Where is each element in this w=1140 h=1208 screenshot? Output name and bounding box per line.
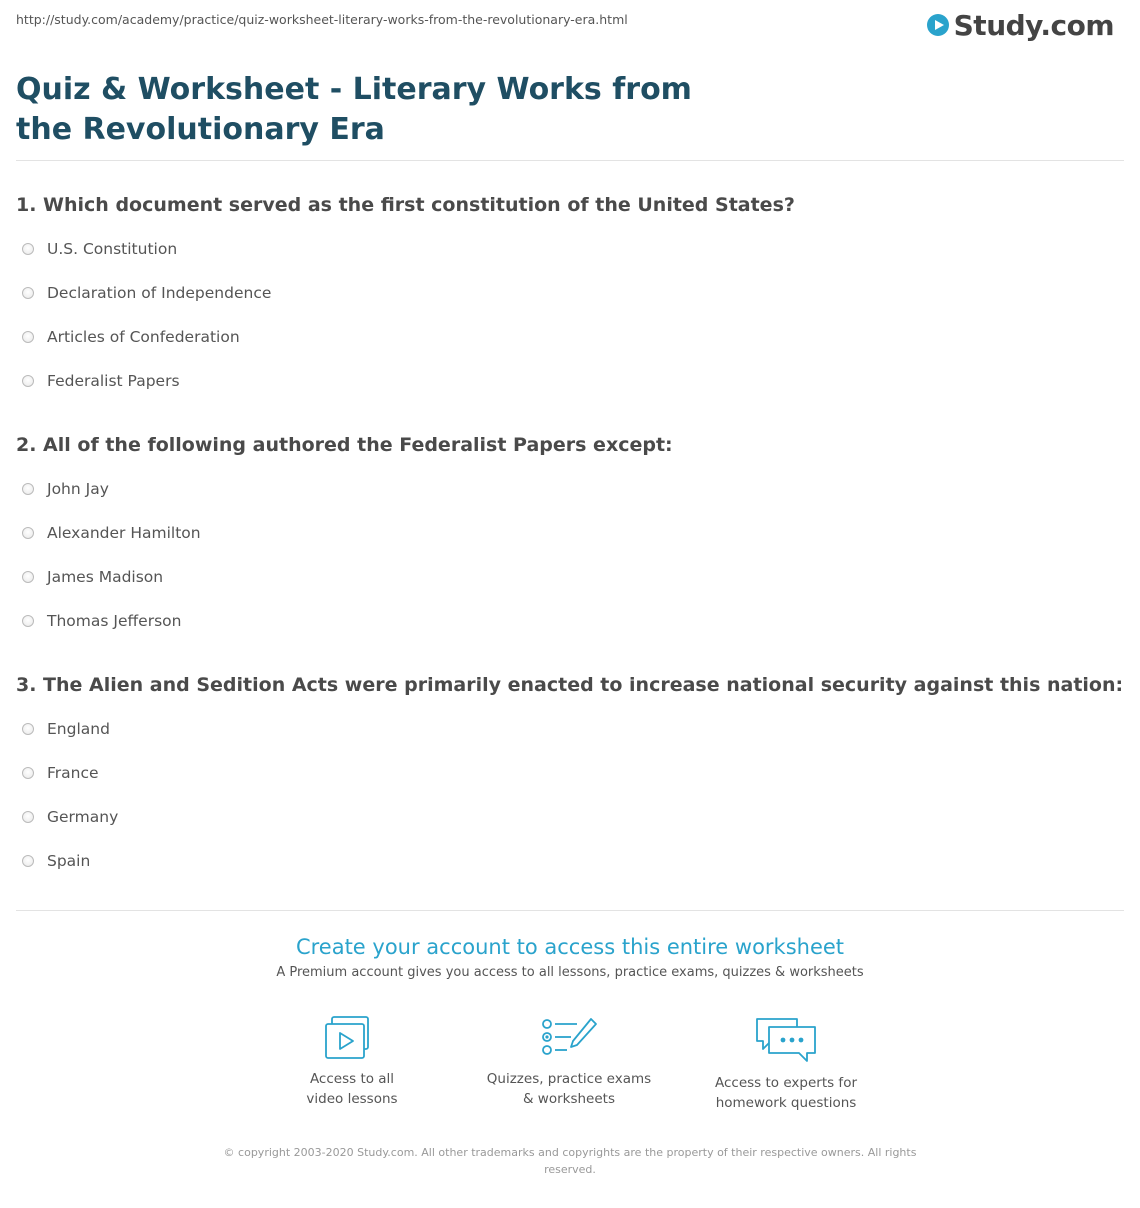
option-label: Alexander Hamilton bbox=[47, 524, 201, 542]
option-label: Spain bbox=[47, 852, 91, 870]
page-url: http://study.com/academy/practice/quiz-worksheet-literary-works-from-the-revolutionary-era.html bbox=[16, 12, 628, 27]
option-label: Thomas Jefferson bbox=[47, 612, 182, 630]
feature-experts bbox=[686, 1015, 886, 1113]
radio-button[interactable] bbox=[22, 811, 34, 823]
feature-video-lessons bbox=[252, 1015, 452, 1109]
option-label: Declaration of Independence bbox=[47, 284, 272, 302]
radio-button[interactable] bbox=[22, 243, 34, 255]
q3-option-2[interactable] bbox=[22, 762, 99, 784]
feature-label: Access to all video lessons bbox=[306, 1071, 398, 1107]
radio-button[interactable] bbox=[22, 723, 34, 735]
q1-option-1[interactable] bbox=[22, 238, 177, 260]
play-circle-icon bbox=[927, 14, 949, 36]
quiz-checklist-icon bbox=[539, 1015, 599, 1061]
video-lessons-icon bbox=[322, 1015, 382, 1061]
title-divider bbox=[16, 160, 1124, 161]
q3-option-4[interactable] bbox=[22, 850, 90, 872]
radio-button[interactable] bbox=[22, 527, 34, 539]
create-account-link[interactable]: Create your account to access this entire worksheet bbox=[295, 935, 845, 959]
page-title: Quiz & Worksheet - Literary Works from the Revolutionary Era bbox=[16, 72, 692, 147]
radio-button[interactable] bbox=[22, 571, 34, 583]
q2-option-3[interactable] bbox=[22, 566, 163, 588]
question-1: 1. Which document served as the first constitution of the United States? bbox=[16, 194, 795, 216]
q3-option-3[interactable] bbox=[22, 806, 118, 828]
feature-label: Quizzes, practice exams & worksheets bbox=[486, 1071, 652, 1107]
q1-option-3[interactable] bbox=[22, 326, 240, 348]
radio-button[interactable] bbox=[22, 855, 34, 867]
radio-button[interactable] bbox=[22, 483, 34, 495]
study-logo[interactable] bbox=[927, 8, 1114, 42]
q3-option-1[interactable] bbox=[22, 718, 110, 740]
question-3: 3. The Alien and Sedition Acts were primarily enacted to increase national security against this nation: bbox=[16, 674, 1124, 696]
copyright: © copyright 2003-2020 Study.com. All other trademarks and copyrights are the property of their respective owners. All rights reserved. bbox=[223, 1146, 917, 1176]
radio-button[interactable] bbox=[22, 767, 34, 779]
q1-option-4[interactable] bbox=[22, 370, 180, 392]
q2-option-1[interactable] bbox=[22, 478, 109, 500]
option-label: France bbox=[47, 764, 99, 782]
option-label: Federalist Papers bbox=[47, 372, 180, 390]
premium-description: A Premium account gives you access to all lessons, practice exams, quizzes & worksheets bbox=[276, 965, 864, 980]
option-label: John Jay bbox=[47, 480, 109, 498]
radio-button[interactable] bbox=[22, 375, 34, 387]
radio-button[interactable] bbox=[22, 615, 34, 627]
feature-label: Access to experts for homework questions bbox=[714, 1075, 857, 1111]
option-label: James Madison bbox=[47, 568, 164, 586]
content-divider bbox=[16, 910, 1124, 911]
option-label: Germany bbox=[47, 808, 119, 826]
radio-button[interactable] bbox=[22, 331, 34, 343]
question-2: 2. All of the following authored the Federalist Papers except: bbox=[16, 434, 673, 456]
option-label: Articles of Confederation bbox=[47, 328, 240, 346]
chat-bubbles-icon bbox=[753, 1015, 819, 1065]
option-label: U.S. Constitution bbox=[47, 240, 178, 258]
logo-text: Study.com bbox=[953, 8, 1114, 42]
q2-option-2[interactable] bbox=[22, 522, 201, 544]
radio-button[interactable] bbox=[22, 287, 34, 299]
q2-option-4[interactable] bbox=[22, 610, 181, 632]
q1-option-2[interactable] bbox=[22, 282, 271, 304]
feature-quizzes bbox=[469, 1015, 669, 1109]
option-label: England bbox=[47, 720, 110, 738]
